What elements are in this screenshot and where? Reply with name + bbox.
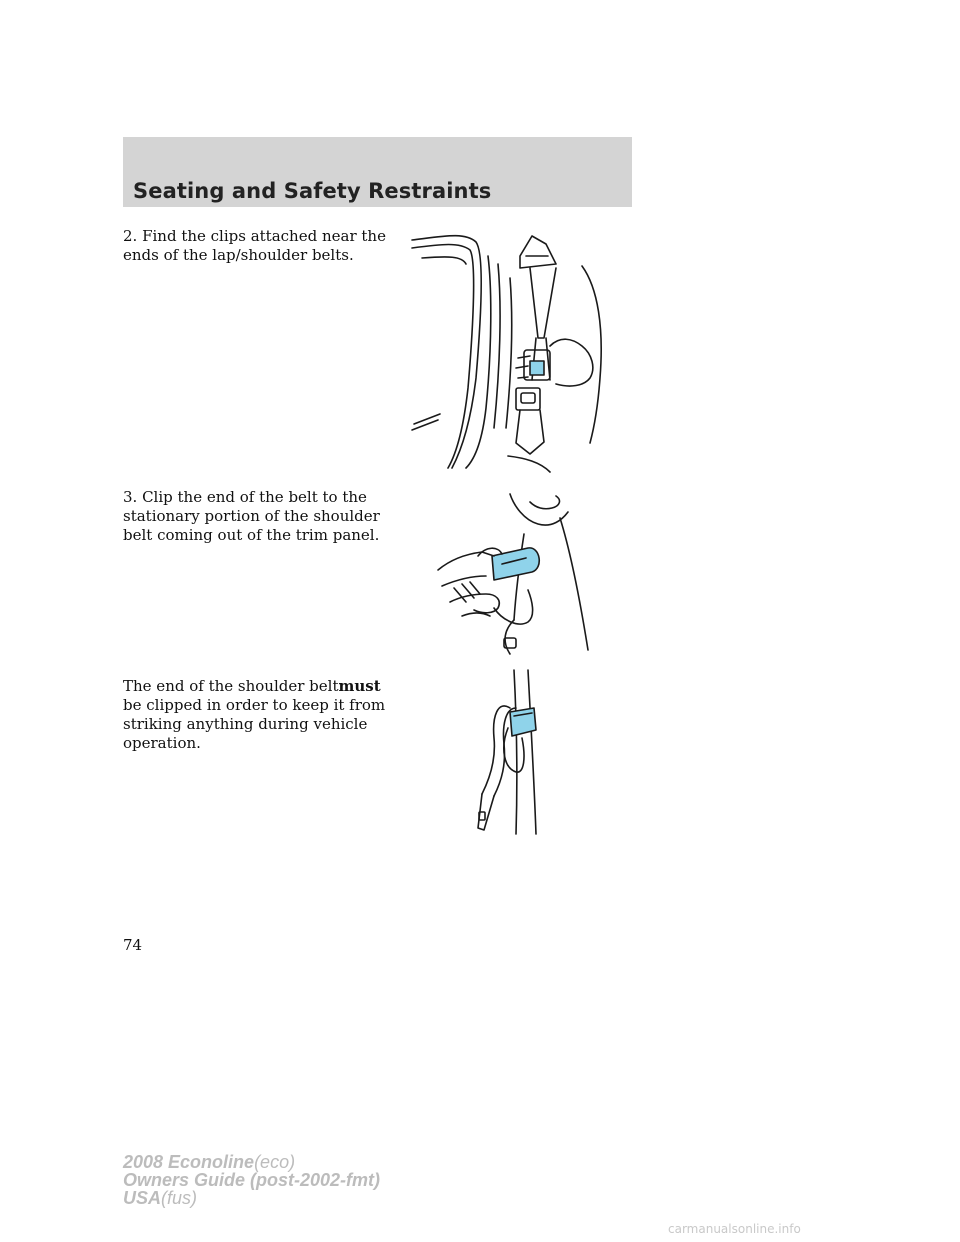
footer-model-code: (eco) [254, 1152, 296, 1172]
footer-market: USA [123, 1188, 162, 1208]
footer-market-code: (fus) [161, 1188, 198, 1208]
note-emphasis: must [338, 677, 381, 695]
footer-model: 2008 Econoline [123, 1152, 255, 1172]
header-band [123, 137, 632, 207]
step-2-text: 2. Find the clips attached near the ends of the lap/shoulder belts. [123, 227, 386, 264]
note-text-after: be clipped in order to keep it from striking anything during vehicle operation. [123, 696, 386, 752]
footer-doc-info [123, 1153, 380, 1207]
watermark: carmanualsonline.info [668, 1222, 801, 1236]
step-3-text: 3. Clip the end of the belt to the stationary portion of the shoulder belt coming out of the trim panel. [123, 488, 380, 544]
section-title: Seating and Safety Restraints [133, 179, 492, 203]
note-text [123, 677, 403, 753]
figure-clipped-shoulder-belt [470, 668, 550, 838]
figure-clip-belt-to-panel [432, 490, 597, 655]
figure-belt-clips [410, 228, 610, 473]
page-number: 74 [123, 936, 143, 954]
note-text-before: The end of the shoulder belt [123, 677, 339, 695]
footer-guide: Owners Guide (post-2002-fmt) [123, 1170, 381, 1190]
